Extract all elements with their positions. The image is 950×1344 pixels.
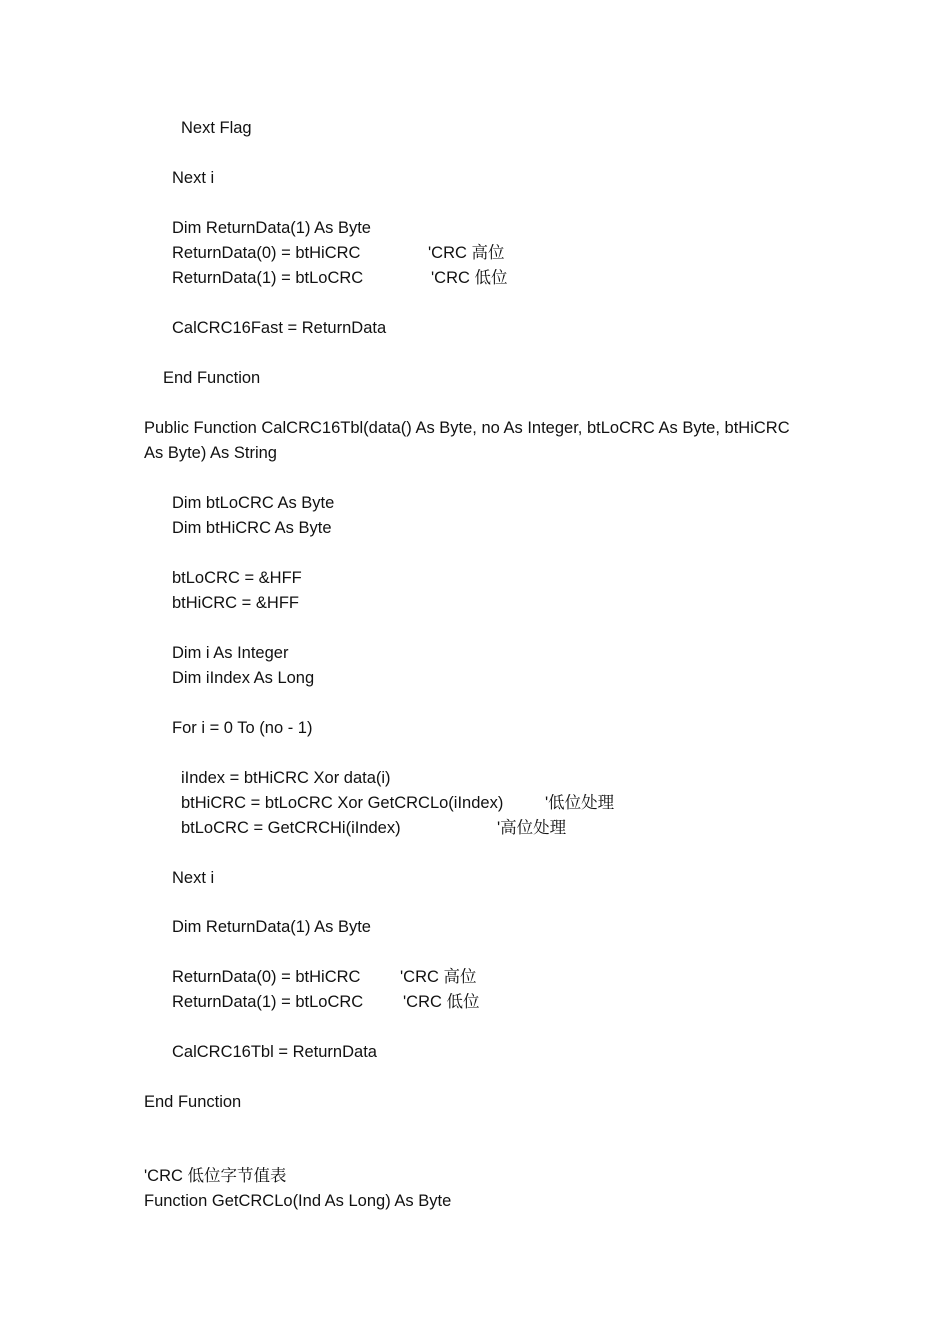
code-line: For i = 0 To (no - 1): [172, 719, 313, 737]
code-line: ReturnData(0) = btHiCRC: [172, 244, 361, 262]
code-line: End Function: [163, 369, 261, 387]
code-line: Next i: [172, 169, 215, 187]
code-line: ReturnData(1) = btLoCRC: [172, 993, 364, 1011]
code-line: Next Flag: [181, 119, 252, 137]
code-comment: 'CRC 高位: [428, 244, 505, 262]
code-line: ReturnData(0) = btHiCRC: [172, 968, 361, 986]
code-line: CalCRC16Tbl = ReturnData: [172, 1043, 377, 1061]
code-line: 'CRC 低位字节值表: [144, 1167, 287, 1185]
code-line: End Function: [144, 1093, 242, 1111]
code-line: btLoCRC = GetCRCHi(iIndex): [181, 819, 401, 837]
code-line: Dim ReturnData(1) As Byte: [172, 918, 371, 936]
code-line: Dim btLoCRC As Byte: [172, 494, 335, 512]
code-comment: 'CRC 高位: [400, 968, 477, 986]
code-line: iIndex = btHiCRC Xor data(i): [181, 769, 391, 787]
code-line: btHiCRC = &HFF: [172, 594, 299, 612]
code-line: Dim i As Integer: [172, 644, 289, 662]
code-line: As Byte) As String: [144, 444, 277, 462]
code-line: CalCRC16Fast = ReturnData: [172, 319, 387, 337]
code-line: Public Function CalCRC16Tbl(data() As Byte, no As Integer, btLoCRC As Byte, btHiCRC: [144, 419, 790, 437]
code-line: Next i: [172, 869, 215, 887]
code-line: Dim ReturnData(1) As Byte: [172, 219, 371, 237]
code-line: btLoCRC = &HFF: [172, 569, 302, 587]
code-line: ReturnData(1) = btLoCRC: [172, 269, 364, 287]
code-comment: 'CRC 低位: [431, 269, 508, 287]
code-line: Dim iIndex As Long: [172, 669, 315, 687]
code-comment: 'CRC 低位: [403, 993, 480, 1011]
code-line: Function GetCRCLo(Ind As Long) As Byte: [144, 1192, 452, 1210]
code-comment: '高位处理: [497, 819, 567, 837]
code-line: Dim btHiCRC As Byte: [172, 519, 332, 537]
code-comment: '低位处理: [545, 794, 615, 812]
code-line: btHiCRC = btLoCRC Xor GetCRCLo(iIndex): [181, 794, 504, 812]
